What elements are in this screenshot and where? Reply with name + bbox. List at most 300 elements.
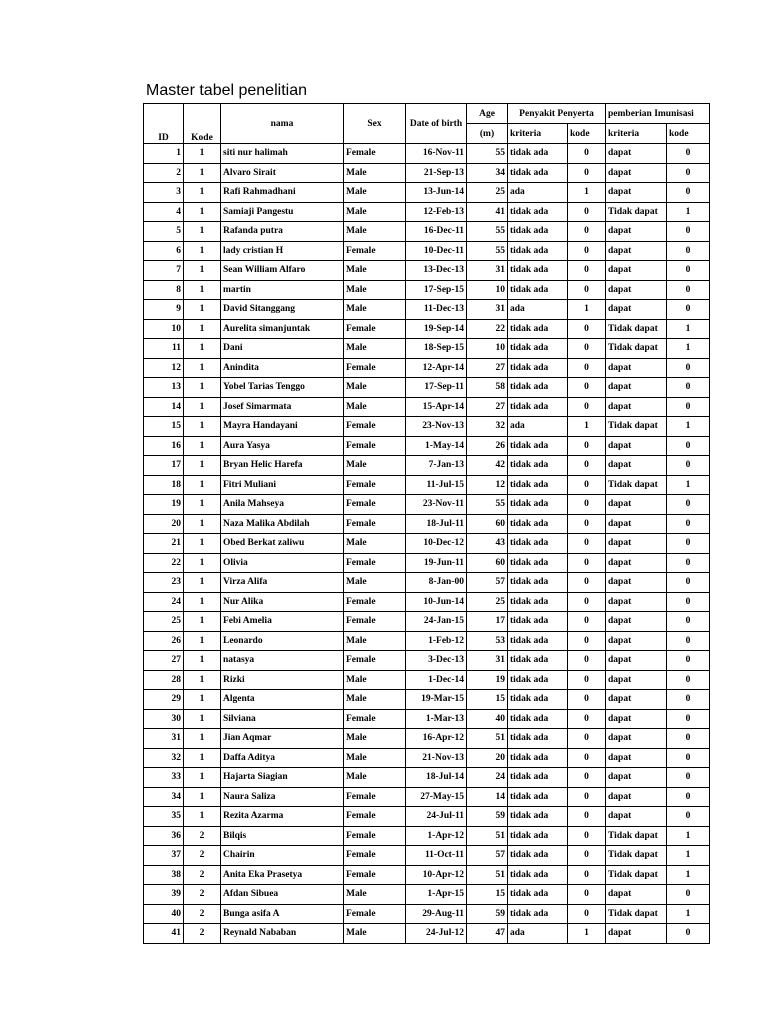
- cell-kode: 1: [184, 807, 221, 827]
- table-row: [144, 670, 710, 690]
- cell-age: 58: [467, 378, 508, 398]
- cell-dob: 18-Jul-11: [406, 514, 467, 534]
- cell-pp-kriteria: tidak ada: [508, 397, 568, 417]
- cell-nama: Obed Berkat zaliwu: [221, 534, 344, 554]
- cell-im-kode: 0: [667, 378, 710, 398]
- table-row: [144, 417, 710, 437]
- cell-age: 22: [467, 319, 508, 339]
- header-im-kode: kode: [667, 124, 710, 144]
- cell-im-kode: 1: [667, 417, 710, 437]
- cell-nama: Nur Alika: [221, 592, 344, 612]
- cell-pp-kode: 1: [568, 183, 606, 203]
- cell-im-kode: 1: [667, 475, 710, 495]
- cell-pp-kriteria: ada: [508, 183, 568, 203]
- cell-pp-kode: 0: [568, 241, 606, 261]
- cell-im-kode: 0: [667, 885, 710, 905]
- cell-im-kriteria: Tidak dapat: [606, 319, 667, 339]
- header-penyakit-penyerta: Penyakit Penyerta: [508, 104, 606, 124]
- cell-im-kode: 0: [667, 436, 710, 456]
- cell-id: 9: [144, 300, 184, 320]
- table-row: [144, 573, 710, 593]
- cell-pp-kode: 0: [568, 319, 606, 339]
- cell-dob: 24-Jan-15: [406, 612, 467, 632]
- cell-id: 21: [144, 534, 184, 554]
- cell-id: 13: [144, 378, 184, 398]
- cell-im-kriteria: dapat: [606, 456, 667, 476]
- cell-nama: Mayra Handayani: [221, 417, 344, 437]
- table-row: [144, 300, 710, 320]
- cell-id: 24: [144, 592, 184, 612]
- cell-dob: 1-Apr-12: [406, 826, 467, 846]
- cell-pp-kode: 0: [568, 670, 606, 690]
- cell-pp-kriteria: tidak ada: [508, 651, 568, 671]
- table-row: [144, 163, 710, 183]
- cell-dob: 1-May-14: [406, 436, 467, 456]
- table-body: [144, 144, 710, 944]
- cell-pp-kriteria: tidak ada: [508, 592, 568, 612]
- cell-im-kode: 0: [667, 748, 710, 768]
- cell-dob: 15-Apr-14: [406, 397, 467, 417]
- cell-kode: 1: [184, 456, 221, 476]
- cell-im-kriteria: dapat: [606, 495, 667, 515]
- cell-kode: 1: [184, 417, 221, 437]
- cell-sex: Male: [344, 631, 406, 651]
- cell-nama: Naza Malika Abdilah: [221, 514, 344, 534]
- cell-id: 6: [144, 241, 184, 261]
- cell-age: 41: [467, 202, 508, 222]
- cell-pp-kriteria: tidak ada: [508, 885, 568, 905]
- cell-im-kode: 0: [667, 690, 710, 710]
- cell-id: 41: [144, 924, 184, 944]
- cell-kode: 1: [184, 222, 221, 242]
- cell-id: 40: [144, 904, 184, 924]
- cell-kode: 2: [184, 865, 221, 885]
- cell-im-kode: 1: [667, 319, 710, 339]
- cell-im-kriteria: dapat: [606, 280, 667, 300]
- cell-pp-kode: 0: [568, 534, 606, 554]
- table-row: [144, 475, 710, 495]
- cell-dob: 19-Sep-14: [406, 319, 467, 339]
- cell-im-kode: 0: [667, 514, 710, 534]
- cell-im-kriteria: dapat: [606, 300, 667, 320]
- cell-id: 39: [144, 885, 184, 905]
- cell-sex: Female: [344, 417, 406, 437]
- cell-kode: 1: [184, 495, 221, 515]
- cell-sex: Male: [344, 222, 406, 242]
- cell-pp-kriteria: tidak ada: [508, 222, 568, 242]
- cell-sex: Female: [344, 475, 406, 495]
- cell-sex: Male: [344, 339, 406, 359]
- cell-pp-kriteria: tidak ada: [508, 456, 568, 476]
- cell-sex: Female: [344, 358, 406, 378]
- cell-age: 10: [467, 280, 508, 300]
- cell-im-kriteria: Tidak dapat: [606, 904, 667, 924]
- cell-pp-kode: 1: [568, 417, 606, 437]
- cell-sex: Male: [344, 670, 406, 690]
- cell-id: 10: [144, 319, 184, 339]
- cell-pp-kode: 0: [568, 261, 606, 281]
- cell-dob: 3-Dec-13: [406, 651, 467, 671]
- cell-id: 33: [144, 768, 184, 788]
- cell-im-kode: 0: [667, 183, 710, 203]
- cell-sex: Female: [344, 553, 406, 573]
- cell-age: 31: [467, 261, 508, 281]
- cell-pp-kriteria: tidak ada: [508, 534, 568, 554]
- cell-pp-kriteria: tidak ada: [508, 202, 568, 222]
- cell-nama: Reynald Nababan: [221, 924, 344, 944]
- cell-age: 25: [467, 183, 508, 203]
- cell-id: 36: [144, 826, 184, 846]
- table-row: [144, 144, 710, 164]
- table-row: [144, 514, 710, 534]
- cell-age: 34: [467, 163, 508, 183]
- cell-age: 25: [467, 592, 508, 612]
- cell-id: 23: [144, 573, 184, 593]
- cell-nama: Afdan Sibuea: [221, 885, 344, 905]
- cell-kode: 1: [184, 339, 221, 359]
- cell-pp-kode: 0: [568, 475, 606, 495]
- cell-nama: Silviana: [221, 709, 344, 729]
- cell-nama: natasya: [221, 651, 344, 671]
- cell-dob: 21-Nov-13: [406, 748, 467, 768]
- cell-kode: 1: [184, 768, 221, 788]
- cell-age: 17: [467, 612, 508, 632]
- cell-im-kode: 0: [667, 280, 710, 300]
- header-kode: Kode: [184, 104, 221, 144]
- cell-pp-kode: 1: [568, 300, 606, 320]
- cell-age: 40: [467, 709, 508, 729]
- cell-id: 18: [144, 475, 184, 495]
- cell-im-kriteria: dapat: [606, 670, 667, 690]
- cell-dob: 12-Apr-14: [406, 358, 467, 378]
- cell-im-kriteria: Tidak dapat: [606, 475, 667, 495]
- cell-pp-kriteria: tidak ada: [508, 339, 568, 359]
- table-row: [144, 183, 710, 203]
- cell-id: 35: [144, 807, 184, 827]
- cell-dob: 18-Jul-14: [406, 768, 467, 788]
- cell-age: 51: [467, 865, 508, 885]
- cell-dob: 16-Dec-11: [406, 222, 467, 242]
- table-row: [144, 787, 710, 807]
- cell-dob: 11-Oct-11: [406, 846, 467, 866]
- cell-pp-kriteria: tidak ada: [508, 436, 568, 456]
- cell-dob: 10-Dec-11: [406, 241, 467, 261]
- cell-id: 27: [144, 651, 184, 671]
- cell-pp-kriteria: tidak ada: [508, 670, 568, 690]
- cell-im-kriteria: dapat: [606, 261, 667, 281]
- cell-dob: 19-Jun-11: [406, 553, 467, 573]
- cell-nama: Naura Saliza: [221, 787, 344, 807]
- cell-sex: Female: [344, 514, 406, 534]
- cell-pp-kriteria: tidak ada: [508, 748, 568, 768]
- cell-id: 30: [144, 709, 184, 729]
- cell-dob: 1-Mar-13: [406, 709, 467, 729]
- cell-dob: 18-Sep-15: [406, 339, 467, 359]
- cell-sex: Female: [344, 436, 406, 456]
- cell-sex: Female: [344, 865, 406, 885]
- cell-id: 14: [144, 397, 184, 417]
- table-row: [144, 748, 710, 768]
- cell-sex: Male: [344, 690, 406, 710]
- cell-sex: Male: [344, 456, 406, 476]
- table-row: [144, 612, 710, 632]
- cell-nama: Algenta: [221, 690, 344, 710]
- cell-age: 60: [467, 553, 508, 573]
- cell-sex: Male: [344, 378, 406, 398]
- cell-age: 60: [467, 514, 508, 534]
- cell-id: 17: [144, 456, 184, 476]
- cell-im-kode: 0: [667, 144, 710, 164]
- cell-age: 55: [467, 495, 508, 515]
- cell-kode: 1: [184, 261, 221, 281]
- cell-nama: Rafanda putra: [221, 222, 344, 242]
- cell-im-kriteria: Tidak dapat: [606, 417, 667, 437]
- cell-id: 20: [144, 514, 184, 534]
- cell-im-kode: 0: [667, 651, 710, 671]
- cell-age: 55: [467, 144, 508, 164]
- cell-kode: 1: [184, 787, 221, 807]
- cell-im-kriteria: dapat: [606, 397, 667, 417]
- cell-kode: 1: [184, 651, 221, 671]
- cell-id: 12: [144, 358, 184, 378]
- cell-dob: 13-Dec-13: [406, 261, 467, 281]
- cell-im-kriteria: dapat: [606, 768, 667, 788]
- table-row: [144, 865, 710, 885]
- cell-pp-kode: 0: [568, 553, 606, 573]
- cell-pp-kode: 0: [568, 573, 606, 593]
- cell-pp-kode: 0: [568, 904, 606, 924]
- cell-im-kriteria: dapat: [606, 163, 667, 183]
- cell-pp-kode: 0: [568, 514, 606, 534]
- cell-im-kode: 1: [667, 846, 710, 866]
- cell-dob: 1-Apr-15: [406, 885, 467, 905]
- table-row: [144, 807, 710, 827]
- cell-nama: Olivia: [221, 553, 344, 573]
- cell-nama: Aura Yasya: [221, 436, 344, 456]
- cell-pp-kriteria: tidak ada: [508, 865, 568, 885]
- cell-nama: Josef Simarmata: [221, 397, 344, 417]
- cell-id: 5: [144, 222, 184, 242]
- cell-pp-kode: 0: [568, 748, 606, 768]
- cell-nama: martin: [221, 280, 344, 300]
- cell-pp-kriteria: tidak ada: [508, 514, 568, 534]
- cell-id: 7: [144, 261, 184, 281]
- cell-im-kode: 0: [667, 495, 710, 515]
- cell-pp-kriteria: tidak ada: [508, 358, 568, 378]
- cell-kode: 2: [184, 904, 221, 924]
- cell-pp-kode: 0: [568, 787, 606, 807]
- cell-sex: Female: [344, 144, 406, 164]
- cell-im-kode: 0: [667, 787, 710, 807]
- cell-age: 43: [467, 534, 508, 554]
- cell-age: 24: [467, 768, 508, 788]
- table-row: [144, 436, 710, 456]
- cell-dob: 1-Feb-12: [406, 631, 467, 651]
- cell-pp-kriteria: tidak ada: [508, 631, 568, 651]
- cell-age: 20: [467, 748, 508, 768]
- cell-pp-kode: 0: [568, 865, 606, 885]
- cell-age: 10: [467, 339, 508, 359]
- cell-dob: 10-Jun-14: [406, 592, 467, 612]
- cell-nama: David Sitanggang: [221, 300, 344, 320]
- cell-nama: Yobel Tarias Tenggo: [221, 378, 344, 398]
- cell-pp-kode: 0: [568, 280, 606, 300]
- cell-nama: Rizki: [221, 670, 344, 690]
- cell-age: 51: [467, 826, 508, 846]
- cell-pp-kriteria: tidak ada: [508, 495, 568, 515]
- cell-im-kriteria: dapat: [606, 631, 667, 651]
- cell-kode: 1: [184, 534, 221, 554]
- cell-pp-kriteria: tidak ada: [508, 241, 568, 261]
- table-row: [144, 631, 710, 651]
- cell-dob: 23-Nov-13: [406, 417, 467, 437]
- cell-id: 32: [144, 748, 184, 768]
- cell-pp-kriteria: tidak ada: [508, 709, 568, 729]
- table-row: [144, 358, 710, 378]
- cell-pp-kriteria: tidak ada: [508, 768, 568, 788]
- cell-sex: Male: [344, 261, 406, 281]
- cell-im-kriteria: Tidak dapat: [606, 846, 667, 866]
- cell-age: 57: [467, 846, 508, 866]
- table-row: [144, 280, 710, 300]
- cell-pp-kode: 0: [568, 631, 606, 651]
- cell-age: 15: [467, 885, 508, 905]
- table-row: [144, 339, 710, 359]
- cell-im-kriteria: dapat: [606, 241, 667, 261]
- cell-im-kriteria: dapat: [606, 709, 667, 729]
- cell-sex: Male: [344, 300, 406, 320]
- cell-im-kriteria: dapat: [606, 807, 667, 827]
- cell-kode: 1: [184, 553, 221, 573]
- cell-im-kriteria: Tidak dapat: [606, 865, 667, 885]
- cell-im-kriteria: dapat: [606, 514, 667, 534]
- cell-age: 51: [467, 729, 508, 749]
- cell-sex: Female: [344, 787, 406, 807]
- cell-im-kode: 0: [667, 534, 710, 554]
- header-date-of-birth: Date of birth: [406, 104, 467, 144]
- cell-dob: 21-Sep-13: [406, 163, 467, 183]
- cell-id: 34: [144, 787, 184, 807]
- cell-nama: lady cristian H: [221, 241, 344, 261]
- cell-pp-kode: 0: [568, 378, 606, 398]
- cell-im-kode: 0: [667, 456, 710, 476]
- cell-nama: Aurelita simanjuntak: [221, 319, 344, 339]
- cell-kode: 2: [184, 826, 221, 846]
- cell-dob: 8-Jan-00: [406, 573, 467, 593]
- cell-kode: 1: [184, 397, 221, 417]
- cell-im-kode: 0: [667, 553, 710, 573]
- cell-nama: Leonardo: [221, 631, 344, 651]
- cell-nama: Rafi Rahmadhani: [221, 183, 344, 203]
- cell-pp-kriteria: ada: [508, 924, 568, 944]
- cell-pp-kode: 0: [568, 826, 606, 846]
- cell-nama: Dani: [221, 339, 344, 359]
- cell-dob: 11-Jul-15: [406, 475, 467, 495]
- cell-nama: Chairin: [221, 846, 344, 866]
- cell-id: 31: [144, 729, 184, 749]
- table-row: [144, 495, 710, 515]
- cell-dob: 11-Dec-13: [406, 300, 467, 320]
- cell-pp-kode: 0: [568, 436, 606, 456]
- cell-kode: 1: [184, 690, 221, 710]
- table-row: [144, 904, 710, 924]
- cell-pp-kode: 0: [568, 163, 606, 183]
- cell-im-kriteria: dapat: [606, 573, 667, 593]
- cell-age: 53: [467, 631, 508, 651]
- table-row: [144, 202, 710, 222]
- cell-pp-kriteria: tidak ada: [508, 826, 568, 846]
- cell-kode: 1: [184, 709, 221, 729]
- cell-id: 16: [144, 436, 184, 456]
- cell-nama: Anita Eka Prasetya: [221, 865, 344, 885]
- cell-sex: Male: [344, 163, 406, 183]
- header-pp-kriteria: kriteria: [508, 124, 568, 144]
- cell-pp-kriteria: tidak ada: [508, 475, 568, 495]
- cell-nama: Daffa Aditya: [221, 748, 344, 768]
- cell-kode: 1: [184, 670, 221, 690]
- cell-id: 1: [144, 144, 184, 164]
- cell-nama: Alvaro Sirait: [221, 163, 344, 183]
- cell-im-kode: 0: [667, 592, 710, 612]
- cell-nama: Samiaji Pangestu: [221, 202, 344, 222]
- cell-im-kode: 0: [667, 261, 710, 281]
- cell-im-kode: 1: [667, 826, 710, 846]
- cell-dob: 17-Sep-15: [406, 280, 467, 300]
- cell-pp-kriteria: tidak ada: [508, 807, 568, 827]
- cell-sex: Female: [344, 612, 406, 632]
- cell-pp-kriteria: ada: [508, 417, 568, 437]
- table-row: [144, 651, 710, 671]
- cell-nama: Rezita Azarma: [221, 807, 344, 827]
- cell-id: 8: [144, 280, 184, 300]
- cell-id: 2: [144, 163, 184, 183]
- cell-kode: 1: [184, 358, 221, 378]
- cell-id: 26: [144, 631, 184, 651]
- cell-dob: 16-Apr-12: [406, 729, 467, 749]
- cell-age: 55: [467, 241, 508, 261]
- cell-im-kode: 0: [667, 241, 710, 261]
- cell-age: 19: [467, 670, 508, 690]
- cell-im-kriteria: dapat: [606, 553, 667, 573]
- cell-kode: 1: [184, 631, 221, 651]
- cell-dob: 7-Jan-13: [406, 456, 467, 476]
- cell-pp-kode: 0: [568, 885, 606, 905]
- cell-nama: Anindita: [221, 358, 344, 378]
- cell-im-kode: 1: [667, 339, 710, 359]
- header-age: Age: [467, 104, 508, 124]
- table-row: [144, 729, 710, 749]
- cell-pp-kriteria: tidak ada: [508, 729, 568, 749]
- cell-id: 19: [144, 495, 184, 515]
- cell-kode: 1: [184, 319, 221, 339]
- cell-im-kode: 1: [667, 904, 710, 924]
- cell-nama: Bryan Helic Harefa: [221, 456, 344, 476]
- cell-kode: 1: [184, 241, 221, 261]
- cell-id: 29: [144, 690, 184, 710]
- cell-im-kode: 0: [667, 573, 710, 593]
- header-id: ID: [144, 104, 184, 144]
- cell-im-kode: 0: [667, 300, 710, 320]
- cell-nama: Jian Aqmar: [221, 729, 344, 749]
- table-row: [144, 826, 710, 846]
- cell-dob: 12-Feb-13: [406, 202, 467, 222]
- cell-im-kode: 0: [667, 768, 710, 788]
- cell-pp-kode: 0: [568, 729, 606, 749]
- cell-sex: Female: [344, 241, 406, 261]
- cell-id: 25: [144, 612, 184, 632]
- cell-im-kode: 0: [667, 729, 710, 749]
- cell-kode: 1: [184, 202, 221, 222]
